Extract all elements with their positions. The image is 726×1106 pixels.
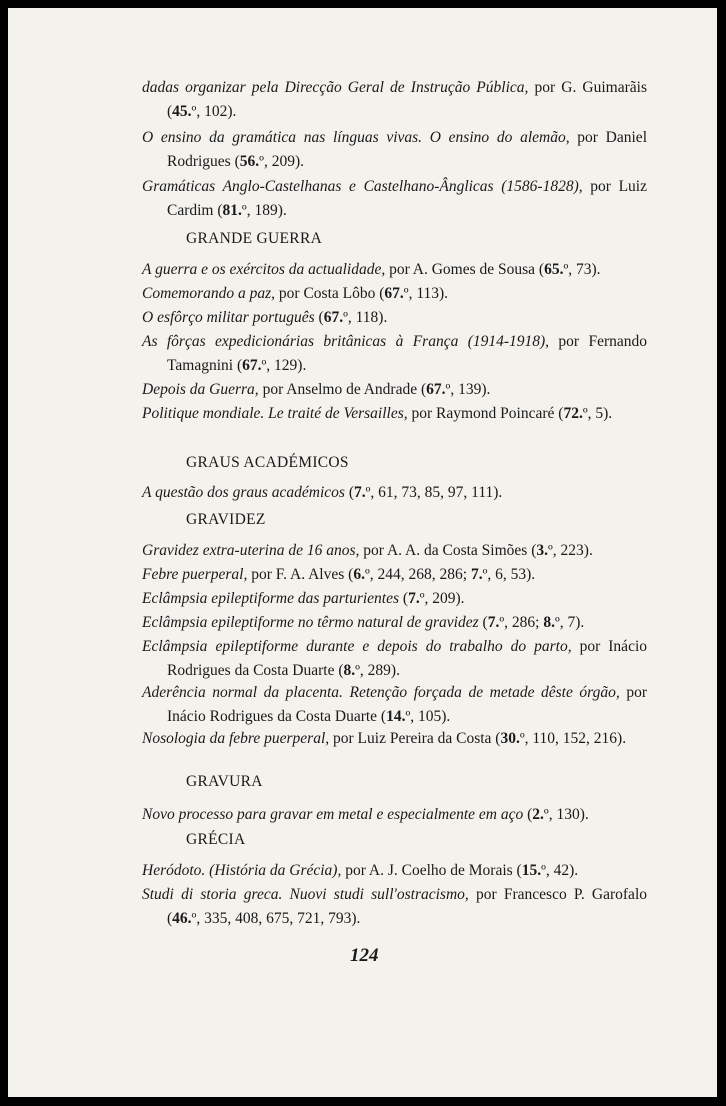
entry-title: Aderência normal da placenta. Retenção forçada de metade dêste órgão, (142, 684, 620, 701)
volume-number: 46. (172, 909, 192, 927)
document-page (8, 8, 717, 1097)
entry-title: Studi di storia greca. Nuovi studi sull'ostracismo, (142, 886, 469, 903)
entry-text: º, 189). (241, 201, 287, 219)
volume-number: 72. (563, 405, 583, 422)
entry-text: º, 118). (343, 309, 388, 326)
entry-text: ( (478, 614, 488, 631)
entry (142, 330, 647, 377)
entry-text: º, 110, 152, 216). (519, 730, 627, 747)
volume-number: 14. (386, 707, 406, 725)
entry (142, 402, 647, 426)
entry-text: por A. J. Coelho de Morais ( (341, 862, 522, 879)
entry (142, 611, 647, 635)
entry-title: Eclâmpsia epileptiforme das parturientes (142, 590, 400, 607)
entry-text: por Luiz Pereira da Costa ( (329, 730, 501, 747)
entry-continuation-2 (142, 126, 647, 173)
entry-text: º, 129). (261, 356, 307, 374)
entry-text: por G. Guimarãis ( (167, 79, 647, 120)
entry-title: Febre puerperal, (142, 566, 248, 583)
entry-text: por A. Gomes de Sousa ( (385, 261, 545, 278)
entry-text: º, 5). (582, 405, 613, 422)
entry-title: Depois da Guerra, (142, 381, 259, 398)
entry-title: A questão dos graus académicos (142, 484, 345, 501)
entry-title: A guerra e os exércitos da actualidade, (142, 261, 386, 278)
entry-text: por Inácio Rodrigues da Costa Duarte ( (167, 638, 648, 679)
entry-title: O ensino da gramática nas línguas vivas. O ensino do alemão, (142, 129, 570, 146)
volume-number: 65. (544, 261, 564, 278)
index-text (8, 8, 717, 1097)
entry (142, 587, 647, 611)
entry-title: Gravidez extra-uterina de 16 anos, (142, 542, 360, 559)
entry-text: º, 244, 268, 286; (364, 566, 471, 583)
entry-text: por Inácio Rodrigues da Costa Duarte ( (167, 684, 647, 725)
section-heading: GRAUS ACADÉMICOS (186, 454, 349, 471)
entry (142, 803, 647, 827)
page-number: 124 (350, 945, 379, 966)
entry-text: ( (399, 590, 409, 607)
entry-text: por Costa Lôbo ( (275, 285, 385, 302)
entry-text: º, 209). (419, 590, 465, 607)
entry-text: ( (523, 806, 533, 823)
entry-text: por Daniel Rodrigues ( (167, 129, 647, 170)
entry-text: por Fernando Tamagnini ( (167, 333, 647, 374)
entry-text: por A. A. da Costa Simões ( (359, 542, 537, 559)
volume-number: 67. (323, 309, 344, 326)
volume-number: 7. (408, 590, 420, 607)
entry (142, 258, 647, 282)
entry-title: Heródoto. (História da Grécia), (142, 862, 342, 879)
entry-title: Gramáticas Anglo-Castelhanas e Castelhano-Ânglicas (1586-1828), (142, 178, 583, 195)
volume-number: 2. (532, 806, 544, 823)
entry-text: º, 139). (445, 381, 491, 398)
entry-continuation-3 (142, 175, 647, 222)
entry (142, 635, 647, 682)
entry-title: Politique mondiale. Le traité de Versailles, (142, 405, 408, 422)
section-heading: GRÉCIA (186, 831, 246, 848)
entry-text: º, 73). (563, 261, 601, 278)
volume-number: 45. (172, 102, 192, 120)
entry-text: º, 223). (548, 542, 593, 559)
section-heading: GRAVIDEZ (186, 511, 266, 528)
entry-text: por F. A. Alves ( (247, 566, 354, 583)
volume-number: 7. (353, 484, 366, 501)
entry-text: º, 289). (355, 661, 400, 679)
entry-text: por Francesco P. Garofalo ( (167, 886, 647, 927)
volume-number: 56. (239, 152, 260, 170)
entry-text: º, 7). (554, 614, 585, 631)
entry-text: º, 335, 408, 675, 721, 793). (191, 909, 361, 927)
entry (142, 539, 647, 563)
entry-text: º, 61, 73, 85, 97, 111). (365, 484, 503, 501)
entry-text: º, 6, 53). (482, 566, 536, 583)
entry-text: por Luiz Cardim ( (167, 178, 647, 219)
entry-text: º, 105). (405, 707, 451, 725)
entry-text: º, 102). (191, 102, 237, 120)
volume-number: 6. (353, 566, 365, 583)
entry-title: Nosologia da febre puerperal, (142, 730, 330, 747)
entry-title: O esfôrço militar português (142, 309, 315, 326)
entry-text: por Raymond Poincaré ( (407, 405, 564, 422)
entry-text: º, 42). (541, 862, 579, 879)
entry-title: Eclâmpsia epileptiforme durante e depois do trabalho do parto, (142, 638, 572, 655)
volume-number: 30. (500, 730, 520, 747)
entry (142, 727, 647, 751)
volume-number: 67. (242, 356, 262, 374)
entry-text: º, 113). (403, 285, 449, 302)
entry (142, 481, 647, 505)
entry-text: º, 286; (499, 614, 544, 631)
entry-title: dadas organizar pela Direcção Geral de Instrução Pública, (142, 79, 529, 96)
entry-title: As fôrças expedicionárias britânicas à França (1914-1918), (142, 333, 550, 350)
volume-number: 7. (487, 614, 500, 631)
volume-number: 8. (343, 661, 356, 679)
entry (142, 883, 647, 930)
entry-text: ( (344, 484, 354, 501)
entry (142, 563, 647, 587)
section-heading: GRANDE GUERRA (186, 230, 323, 247)
entry (142, 378, 647, 402)
entry-title: Eclâmpsia epileptiforme no têrmo natural de gravidez (142, 614, 479, 631)
entry-title: Novo processo para gravar em metal e especialmente em aço (142, 806, 524, 823)
volume-number: 7. (470, 566, 483, 583)
volume-number: 81. (222, 201, 242, 219)
entry (142, 282, 647, 306)
volume-number: 3. (536, 542, 548, 559)
entry-text: ( (314, 309, 324, 326)
entry-title: Comemorando a paz, (142, 285, 276, 302)
entry (142, 859, 647, 883)
volume-number: 67. (384, 285, 404, 302)
entry-text: por Anselmo de Andrade ( (258, 381, 427, 398)
entry-text: º, 130). (543, 806, 589, 823)
volume-number: 15. (521, 862, 542, 879)
volume-number: 8. (543, 614, 555, 631)
entry-text: º, 209). (259, 152, 304, 170)
entry-continuation-1 (142, 76, 647, 123)
entry (142, 681, 647, 728)
entry (142, 306, 647, 330)
section-heading: GRAVURA (186, 773, 263, 790)
volume-number: 67. (426, 381, 446, 398)
